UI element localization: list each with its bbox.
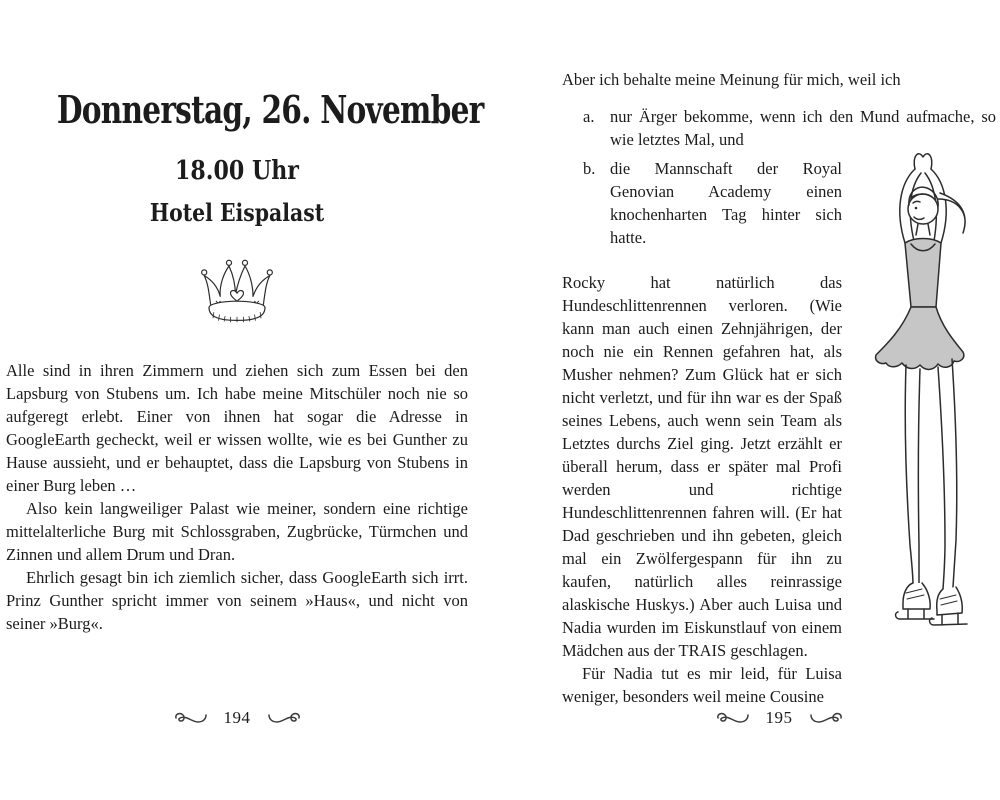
chapter-time: 18.00 Uhr [175, 155, 299, 186]
chapter-location: Hotel Eispalast [149, 197, 325, 227]
chapter-title: Donnerstag, 26. November [56, 87, 484, 132]
page-left [6, 0, 484, 800]
list-item-a [562, 105, 996, 151]
list-item-text: die Mannschaft der Royal Genovian Academy einen knochenharten Tag hinter sich hatte. [610, 159, 842, 247]
flourish-right-icon [267, 711, 301, 725]
flourish-right-icon [809, 711, 843, 725]
list-marker: a. [583, 107, 595, 126]
paragraph: Ehrlich gesagt bin ich ziemlich sicher, dass GoogleEarth sich irrt. Prinz Gunther spricht immer von seinem »Haus«, und nicht von seiner »Burg«. [6, 567, 468, 633]
flourish-left-icon [174, 711, 208, 725]
paragraph: Alle sind in ihren Zimmern und ziehen sich zum Essen bei den Lapsburg von Stubens um. Ich habe meine Mitschüler noch nie so aufgeregt erlebt. Einer von ihnen hat sogar die Adresse in GoogleEarth gecheckt, weil er wissen wollte, wie es bei Gunther zu Hause aussieht, und er behauptet, dass die Lapsburg von Stubens in einer Burg leben … [6, 360, 468, 495]
flourish-left-icon [716, 711, 750, 725]
page-number: 194 [223, 708, 251, 727]
page-number: 195 [765, 708, 793, 727]
page-right [562, 0, 996, 800]
page-footer-right [562, 708, 996, 728]
paragraph: Also kein langweiliger Palast wie meiner, sondern eine richtige mittelalterliche Burg mit Schlossgraben, Zugbrücke, Türmchen und Zinnen und allem Drum und Dran. [6, 498, 468, 564]
list-marker: b. [583, 159, 596, 178]
paragraph: Für Nadia tut es mir leid, für Luisa weniger, besonders weil meine Cousine [562, 664, 842, 706]
crown-illustration [189, 253, 285, 327]
list-item-b [562, 157, 996, 249]
lettered-list [562, 105, 996, 249]
list-item-text: nur Ärger bekomme, wenn ich den Mund aufmache, so wie letztes Mal, und [610, 107, 996, 149]
paragraph: Aber ich behalte meine Meinung für mich, weil ich [562, 70, 901, 89]
paragraph: Rocky hat natürlich das Hundeschlittenrennen verloren. (Wie kann man auch einen Zehnjährigen, der noch nie ein Rennen gefahren hat, als Musher nehmen? Zum Glück hat er sich nicht verletzt, und für ihn war es der Spaß seines Lebens, auch wenn sein Team als Letztes durchs Ziel ging. Jetzt erzählt er überall herum, dass er später mal Profi werden und richtige Hundeschlittenrennen fahren will. (Er hat Dad geschrieben und ihn gebeten, gleich mal ein Zwölfergespann für ihn zu kaufen, natürlich alles reinrassige alaskische Huskys.) Aber auch Luisa und Nadia wurden im Eiskunstlauf von einem Mädchen aus der TRAIS geschlagen. [562, 273, 842, 660]
page-footer-left [6, 708, 468, 728]
